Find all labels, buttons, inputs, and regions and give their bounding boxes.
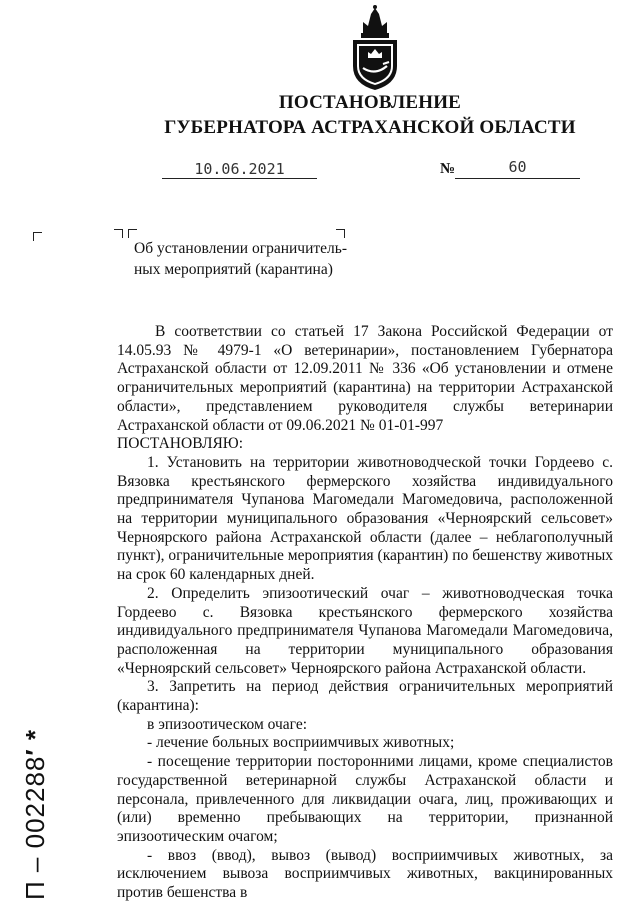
document-number: 60 bbox=[508, 158, 527, 176]
corner-mark bbox=[114, 229, 123, 238]
corner-mark bbox=[128, 229, 137, 238]
date-underline bbox=[162, 178, 317, 179]
item-1-paragraph: 1. Установить на территории животноводческой точки Гордеево с. Вязовка крестьянского фермерского хозяйства индивидуального предпринимателя Чупанова Магомедали Магомедовича, расположенной на территории муниципального образования «Черноярский сельсовет» Черноярского района Астраханской области (далее – неблагополучный пункт), ограничительные мероприятия (карантин) по бешенству животных на срок 60 календарных дней. bbox=[117, 453, 613, 584]
item-3-subheading: в эпизоотическом очаге: bbox=[147, 715, 308, 733]
item-3-bullet: - лечение больных восприимчивых животных; bbox=[147, 734, 455, 752]
document-issuer: ГУБЕРНАТОРА АСТРАХАНСКОЙ ОБЛАСТИ bbox=[164, 117, 576, 138]
document-date: 10.06.2021 bbox=[194, 160, 285, 178]
subject-line: ных мероприятий (карантина) bbox=[134, 261, 333, 278]
item-3-paragraph: 3. Запретить на период действия ограничительных мероприятий (карантина): bbox=[117, 678, 613, 715]
document-subject bbox=[134, 238, 359, 280]
coat-of-arms-icon bbox=[343, 4, 407, 92]
number-underline bbox=[455, 178, 580, 179]
preamble-paragraph: В соответствии со статьей 17 Закона Российской Федерации от 14.05.93 № 4979-1 «О ветеринарии», постановлением Губернатора Астраханской области от 12.09.2011 № 336 «Об установлении и отмене ограничительных мероприятий (карантина) на территории Астраханской области», представлением руководителя службы ветеринарии Астраханской области от 09.06.2021 № 01-01-997 bbox=[117, 323, 613, 434]
side-registration-stamp bbox=[20, 660, 50, 900]
document-title: ПОСТАНОВЛЕНИЕ bbox=[278, 92, 462, 113]
item-3-bullet: - посещение территории посторонними лицами, кроме специалистов государственной ветеринарной службы Астраханской области и персонала, привлеченного для ликвидации очага, лиц, проживающих и (или) временно пребывающих на территории, признанной эпизоотическим очагом; bbox=[117, 753, 613, 845]
stamp-code: 002288 bbox=[20, 755, 50, 849]
number-sign: № bbox=[440, 161, 456, 177]
stamp-prefix: П – bbox=[20, 856, 50, 900]
item-3-bullet: - ввоз (ввод), вывоз (вывод) восприимчивых животных, за исключением вывоза восприимчивых животных, вакцинированных против бешенства в bbox=[117, 846, 613, 902]
subject-line: Об установлении ограничитель- bbox=[134, 240, 347, 257]
corner-mark bbox=[336, 229, 345, 238]
stamp-mark: ′ * bbox=[20, 729, 50, 756]
resolve-heading: ПОСТАНОВЛЯЮ: bbox=[117, 435, 244, 453]
corner-mark bbox=[33, 232, 42, 241]
item-2-paragraph: 2. Определить эпизоотический очаг – животноводческая точка Гордеево с. Вязовка крестьянского фермерского хозяйства индивидуального предпринимателя Чупанова Магомедали Магомедовича, расположенная на территории муниципального образования «Черноярский сельсовет» Черноярского района Астраханской области. bbox=[117, 584, 613, 677]
document-body bbox=[117, 323, 613, 903]
